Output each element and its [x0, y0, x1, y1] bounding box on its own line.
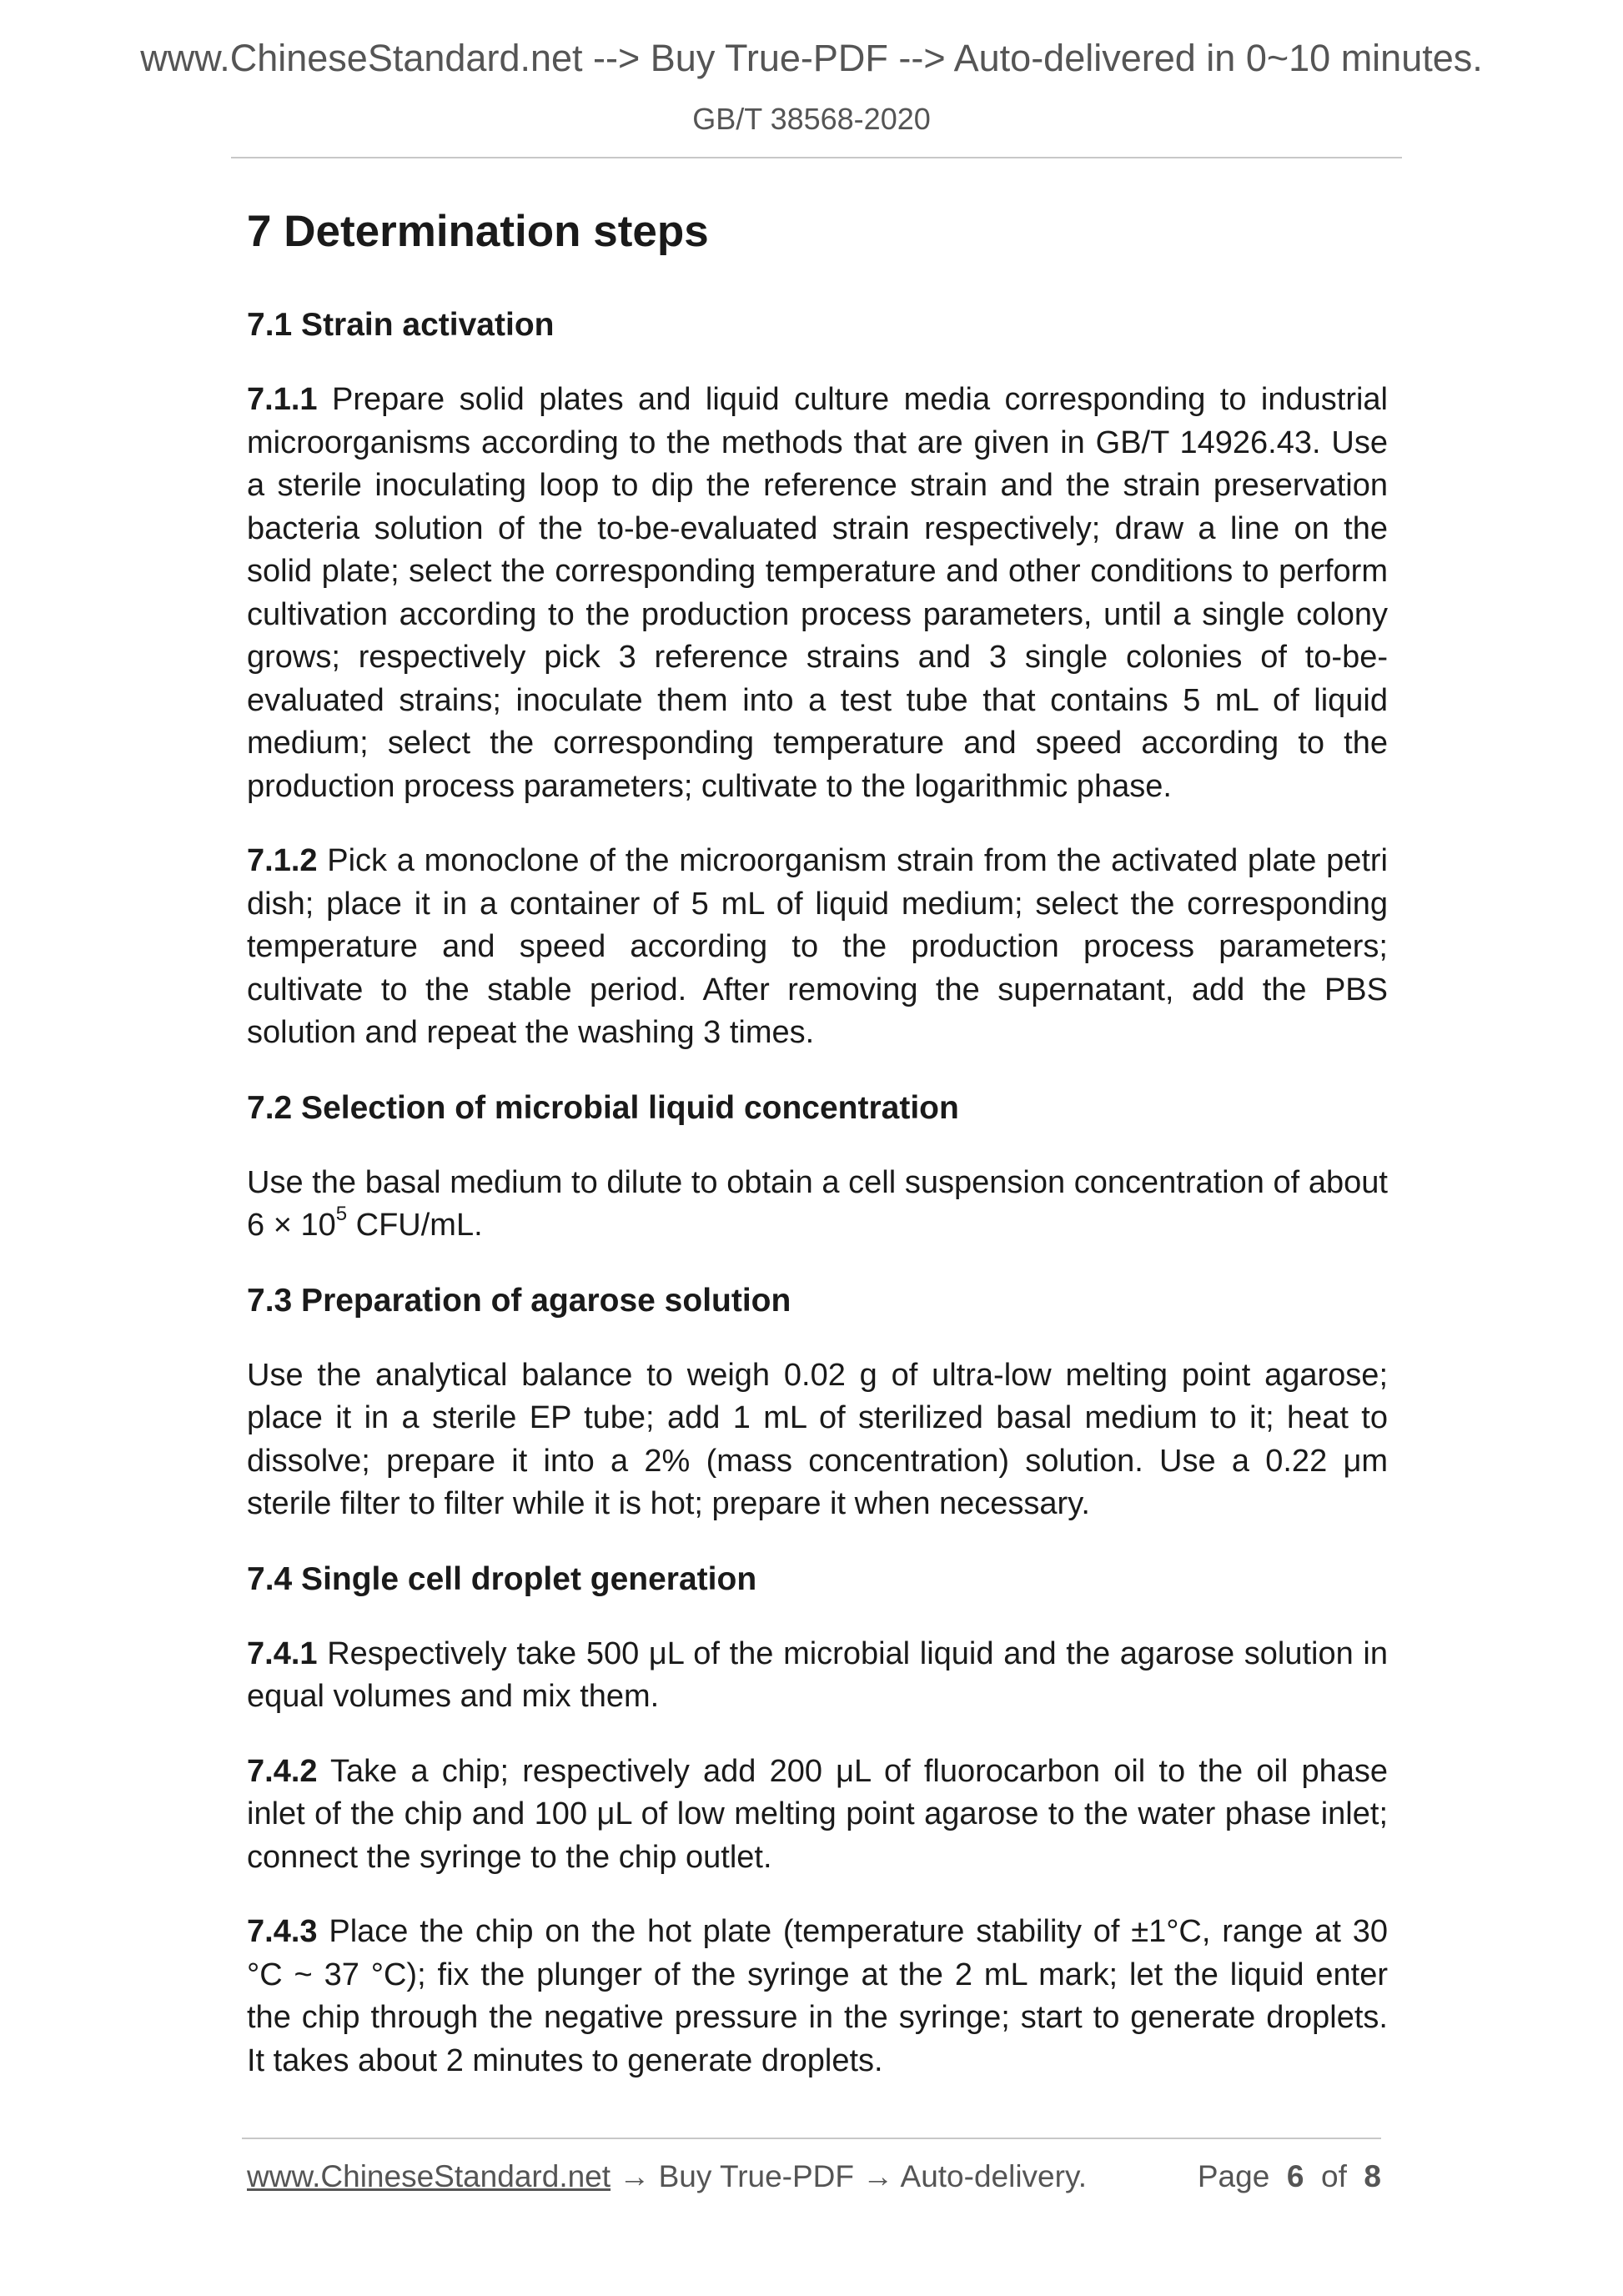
footer-divider: [242, 2138, 1381, 2139]
clause-number: 7.4.2: [247, 1753, 318, 1789]
clause-text: Take a chip; respectively add 200 μL of fluorocarbon oil to the oil phase inlet of the chip and 100 μL of low melting point agarose to the water phase inlet; connect the syringe to the chip outlet.: [247, 1753, 1389, 1875]
paragraph-7-4-2: [247, 1751, 1388, 1880]
clause-text: Respectively take 500 μL of the microbial liquid and the agarose solution in equal volumes and mix them.: [247, 1635, 1389, 1714]
clause-text: Pick a monoclone of the microorganism strain from the activated plate petri dish; place it in a container of 5 mL of liquid medium; select the corresponding temperature and speed according to the production process parameters; cultivate to the stable period. After removing the supernatant, add the PBS solution and repeat the washing 3 times.: [247, 843, 1388, 1050]
page-label: Page: [1197, 2159, 1270, 2193]
paragraph-7-4-3: [247, 1911, 1388, 2082]
paragraph-7-4-1: [247, 1633, 1388, 1719]
clause-text: Use the basal medium to dilute to obtain a cell suspension concentration of about 6 × 10: [247, 1164, 1388, 1243]
clause-text: Prepare solid plates and liquid culture media corresponding to industrial microorganisms according to the methods that are given in GB/T 14926.43. Use a sterile inoculating loop to dip the reference strain and the strain preservation bacteria solution of the to-be-evaluated strain respectively; draw a line on the solid plate; select the corresponding temperature and other conditions to perform cultivation according to the production process parameters, until a single colony grows; respectively pick 3 reference strains and 3 single colonies of to-be-evaluated strains; inoculate them into a test tube that contains 5 mL of liquid medium; select the corresponding temperature and speed according to the production process parameters; cultivate to the logarithmic phase.: [247, 382, 1388, 804]
clause-number: 7.1.2: [247, 843, 318, 878]
header-divider: [231, 157, 1402, 158]
current-page: 6: [1286, 2159, 1304, 2193]
document-body: [247, 200, 1388, 2114]
total-pages: 8: [1364, 2159, 1381, 2193]
footer-tagline: → Buy True-PDF → Auto-delivery.: [611, 2159, 1087, 2193]
paragraph-7-2: [247, 1162, 1388, 1248]
paragraph-7-1-2: [247, 840, 1388, 1055]
section-7-4-heading: 7.4 Single cell droplet generation: [247, 1560, 757, 1597]
clause-text: Place the chip on the hot plate (temperature stability of ±1°C, range at 30 °C ~ 37 °C); fix the plunger of the syringe at the 2 mL mark; let the liquid enter the chip through the negative pressure in the syringe; start to generate droplets. It takes about 2 minutes to generate droplets.: [247, 1914, 1388, 2078]
clause-number: 7.4.3: [247, 1914, 318, 1949]
page-indicator: [1198, 2156, 1381, 2198]
site-banner: www.ChineseStandard.net --> Buy True-PDF --> Auto-delivered in 0~10 minutes.: [140, 37, 1483, 79]
page-of-label: of: [1321, 2159, 1347, 2193]
footer-site-link[interactable]: www.ChineseStandard.net: [247, 2159, 611, 2193]
standard-code: GB/T 38568-2020: [692, 102, 931, 136]
paragraph-7-3: Use the analytical balance to weigh 0.02 g of ultra-low melting point agarose; place it in a sterile EP tube; add 1 mL of sterilized basal medium to it; heat to dissolve; prepare it into a 2% (mass concentration) solution. Use a 0.22 μm sterile filter to filter while it is hot; prepare it when necessary.: [247, 1357, 1388, 1521]
section-7-title: 7 Determination steps: [247, 207, 709, 256]
exponent: 5: [335, 1203, 348, 1226]
section-7-1-heading: 7.1 Strain activation: [247, 307, 555, 343]
page-footer: [247, 2156, 1381, 2198]
clause-text-unit: CFU/mL.: [347, 1208, 483, 1243]
section-7-2-heading: 7.2 Selection of microbial liquid concentration: [247, 1089, 959, 1126]
paragraph-7-1-1: [247, 379, 1388, 808]
clause-number: 7.4.1: [247, 1635, 318, 1671]
section-7-3-heading: 7.3 Preparation of agarose solution: [247, 1282, 791, 1319]
clause-number: 7.1.1: [247, 382, 318, 417]
